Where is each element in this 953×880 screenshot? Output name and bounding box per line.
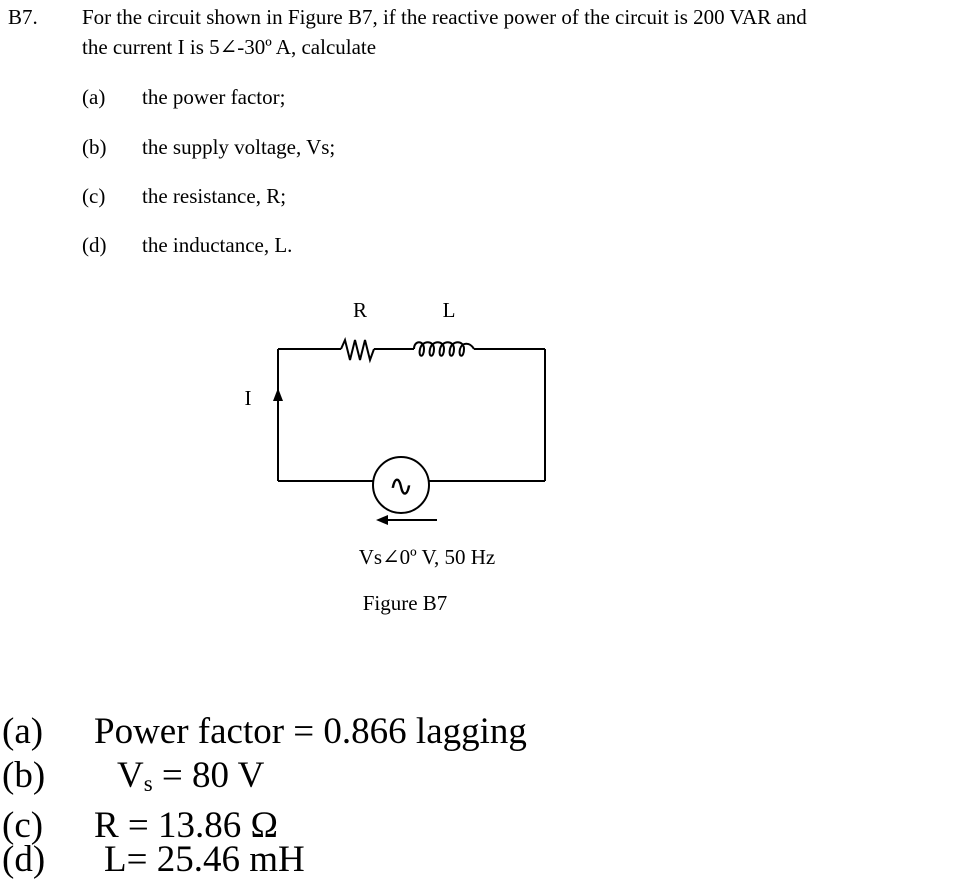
resistor [341,340,374,360]
part-b-text: the supply voltage, Vs; [142,135,336,159]
inductor [414,342,474,356]
resistor-label: R [352,298,368,322]
inductor-label: L [442,298,456,322]
part-a-text: the power factor; [142,85,286,109]
answer-b-subscript: s [143,771,153,797]
question-line-2: the current I is 5∠-30º A, calculate [82,35,377,59]
part-c-label: (c) [82,184,106,208]
source-arrow-icon [376,515,388,525]
part-d-text: the inductance, L. [142,233,293,257]
question-line-1: For the circuit shown in Figure B7, if the reactive power of the circuit is 200 VAR and [82,5,807,29]
answer-a-text: Power factor = 0.866 lagging [94,711,527,752]
part-a-label: (a) [82,85,106,109]
answer-a-label: (a) [2,711,44,752]
answer-b-text [117,756,264,804]
sine-wave-icon: ∿ [388,470,414,503]
figure-caption: Figure B7 [362,591,448,615]
question-number: B7. [8,5,38,29]
answer-b-var: V [117,755,144,796]
answer-b-label: (b) [2,755,46,796]
current-arrow-icon [273,388,283,401]
answer-c-label: (c) [2,805,44,846]
answer-b-rest: = 80 V [152,755,265,796]
current-label: I [244,386,252,410]
part-d-label: (d) [82,233,107,257]
answer-d-text: L= 25.46 mH [104,839,305,880]
answer-d-label: (d) [2,839,46,880]
source-label: Vs∠0º V, 50 Hz [358,545,496,569]
part-c-text: the resistance, R; [142,184,287,208]
answer-c-text: R = 13.86 Ω [94,805,279,846]
part-b-label: (b) [82,135,107,159]
